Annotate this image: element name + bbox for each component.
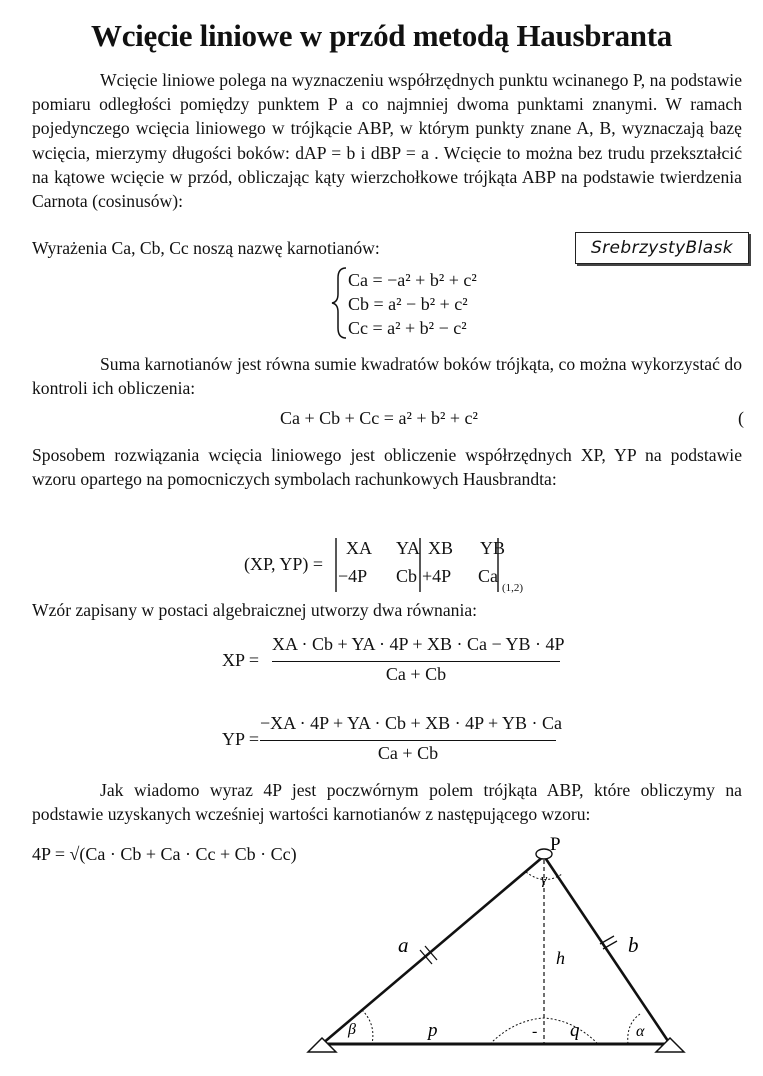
xp-numerator: XA · Cb + YA · 4P + XB · Ca − YB · 4P [272, 634, 565, 654]
method-paragraph: Sposobem rozwiązania wcięcia liniowego jest obliczenie współrzędnych XP, YP na podstawie wzoru opartego na pomocniczych symbolach rachunkowych Hausbrandta: [32, 445, 742, 490]
label-angle-beta: β [348, 1021, 356, 1038]
xp-denominator: Ca + Cb [385, 664, 447, 684]
matrix-m4p: −4P [338, 566, 368, 586]
label-side-b: b [628, 933, 639, 957]
intro-paragraph: Wcięcie liniowe polega na wyznaczeniu współrzędnych punktu wcinanego P, na podstawie pomiaru odległości pomiędzy punktem P a co najmniej dwoma punktami znanymi. W ramach pojedynczego wcięcia liniowego w trójkącie ABP, w którym punkty znane A, B, wyznaczają bazę wcięcia, mierzymy długości boków: dAP = b i dBP = a . Wcięcie to można bez trudu przekształcić na kątowe wcięcie w przód, obliczając kąty wierzchołkowe trójkąta ABP na podstawie twierdzenia Carnota (cosinusów): [32, 70, 742, 212]
yp-denominator: Ca + Cb [377, 743, 439, 763]
label-height: h [556, 948, 565, 968]
page-title: Wcięcie liniowe w przód metodą Hausbranta [91, 18, 672, 53]
label-seg-p: p [428, 1020, 438, 1041]
matrix-ya: YA [396, 538, 421, 558]
matrix-subscript: (1,2) [502, 582, 524, 594]
document-page: Wcięcie liniowe w przód metodą Hausbranta Wcięcie liniowe polega na wyznaczeniu współrzędnych punktu wcinanego P, na podstawie pomiaru odległości pomiędzy punktem P a co najmniej dwoma punktami znanymi. W ramach pojedynczego wcięcia liniowego w trójkącie ABP, w którym punkty znane A, B, wyznaczają bazę wcięcia, mierzymy długości boków: dAP = b i dBP = a . Wcięcie to można bez trudu przekształcić na kątowe wcięcie w przód, obliczając kąty wierzchołkowe trójkąta ABP na podstawie twierdzenia Carnota (cosinusów): Wyrażenia Ca, Cb, Cc noszą nazwę karnotianów: SrebrzystyBlask Ca = −a² + b² + c² Cb = a² − b² + c² Cc = a² + b² − c² Suma karnotianów jest równa sumie kwadratów boków trójkąta, co można wykorzystać do kontroli ich obliczenia: Ca + Cb + Cc = a² + b² + c² ( Sposobem rozwiązania wcięcia liniowego jest obliczenie współrzędnych XP, YP na podstawie wzoru opartego na pomocniczych symbolach rachunkowych Hausbrandta: (XP, YP) = XA YA XB YB −4P Cb +4P Ca (1,2) Wzór zapisany w postaci algebraicznej utworzy dwa równania: XP = XA · Cb + YA · 4P + XB · Ca − YB · 4P Ca + Cb YP = −XA · 4P + YA · Cb + XB · 4P + YB · Ca Ca + Cb Jak wiadomo wyraz 4P jest poczwórnym polem trójkąta ABP, które obliczymy na podstawie uzyskanych wcześniej wartości karnotianów z następującego wzoru: 4P = √(Ca · Cb + Ca · Cc + Cb · Cc) - P a b h p q γ β α [0, 0, 763, 1076]
xp-fraction-bar [272, 661, 560, 662]
svg-text:-: - [532, 1023, 538, 1040]
matrix-yb: YB [480, 538, 506, 558]
label-vertex-p: P [550, 834, 561, 855]
side-a-line [322, 856, 544, 1044]
matrix-xb: XB [428, 538, 454, 558]
matrix-p4p: +4P [422, 566, 452, 586]
yp-lhs: YP = [222, 729, 259, 749]
matrix-xa: XA [346, 538, 372, 558]
matrix-cb: Cb [396, 566, 418, 586]
label-angle-gamma: γ [541, 872, 547, 888]
area-formula: 4P = √(Ca · Cb + Ca · Cc + Cb · Cc) [32, 844, 297, 864]
label-seg-q: q [570, 1020, 580, 1041]
label-angle-alpha: α [636, 1023, 645, 1040]
signature-stamp: SrebrzystyBlask [575, 232, 749, 264]
matrix-ca: Ca [478, 566, 498, 586]
karnot-cb: Cb = a² − b² + c² [348, 294, 468, 314]
matrix-lhs: (XP, YP) = [244, 554, 323, 574]
yp-numerator: −XA · 4P + YA · Cb + XB · 4P + YB · Ca [260, 713, 562, 733]
karnot-cc: Cc = a² + b² − c² [348, 318, 467, 338]
sum-paragraph: Suma karnotianów jest równa sumie kwadratów boków trójkąta, co można wykorzystać do kontroli ich obliczenia: [32, 354, 742, 399]
sum-equation: Ca + Cb + Cc = a² + b² + c² [280, 408, 478, 428]
area-paragraph: Jak wiadomo wyraz 4P jest poczwórnym polem trójkąta ABP, które obliczymy na podstawie uzyskanych wcześniej wartości karnotianów z następującego wzoru: [32, 780, 742, 825]
karnot-paragraph: Wyrażenia Ca, Cb, Cc noszą nazwę karnotianów: [32, 238, 380, 258]
label-side-a: a [398, 933, 409, 957]
karnot-ca: Ca = −a² + b² + c² [348, 270, 477, 290]
xp-lhs: XP = [222, 650, 259, 670]
yp-fraction-bar [260, 740, 556, 741]
algebraic-paragraph: Wzór zapisany w postaci algebraicznej utworzy dwa równania: [32, 600, 478, 620]
triangle-diagram [300, 832, 700, 1072]
